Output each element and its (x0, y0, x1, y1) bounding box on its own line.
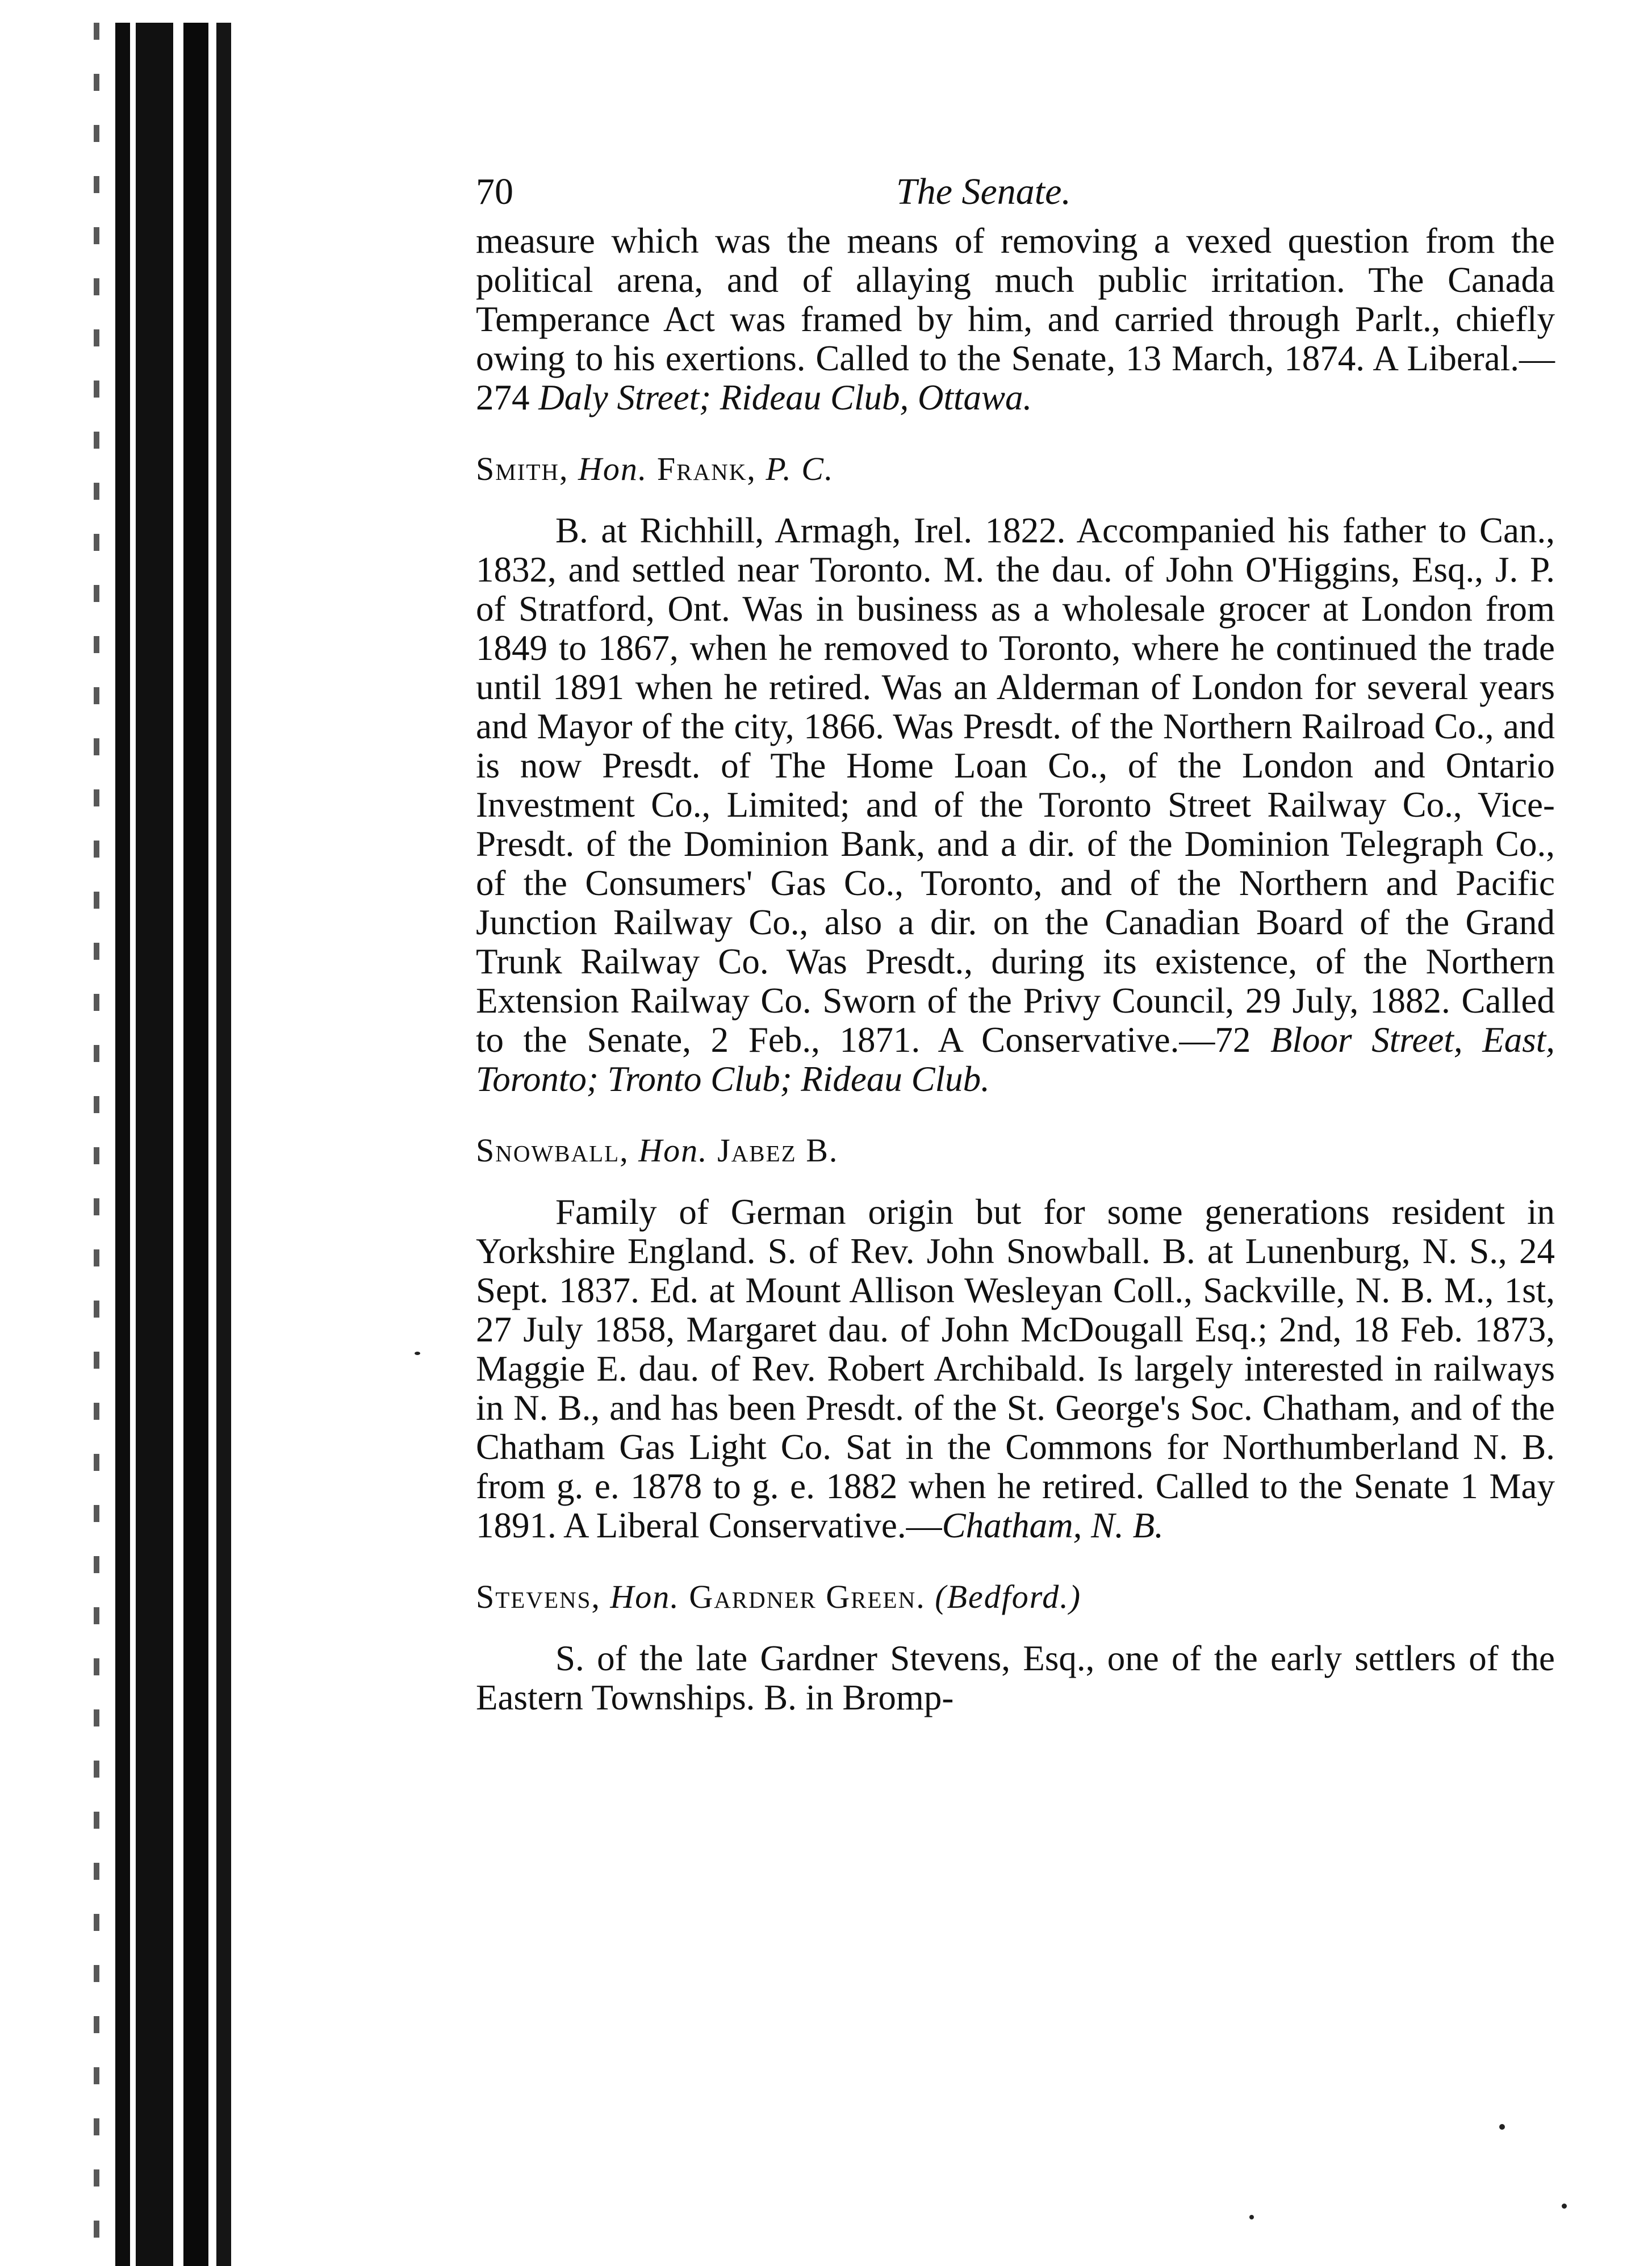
entry-honorific: Hon. (610, 1578, 680, 1615)
entry-suffix: P. C. (766, 450, 834, 487)
scan-speck (1249, 2215, 1254, 2219)
book-page (476, 159, 1555, 1717)
entry-address: Bloor Street, East, Toronto; Tronto Club; Rideau Club. (476, 1020, 1555, 1099)
scan-speck (1499, 2124, 1505, 2130)
continued-entry-paragraph (476, 221, 1555, 417)
scan-speck (1562, 2204, 1567, 2209)
entry-surname: Smith, (476, 450, 569, 487)
page-number: 70 (476, 171, 513, 212)
entry-text: S. of the late Gardner Stevens, Esq., one of the early settlers of the Eastern Townships. B. in Bromp- (476, 1638, 1555, 1717)
entry-suffix: (Bedford.) (935, 1578, 1082, 1615)
continued-entry-address: Daly Street; Rideau Club, Ottawa. (538, 378, 1032, 417)
binding-edge-marks (94, 23, 99, 2266)
entry-text: B. at Richhill, Armagh, Irel. 1822. Accompanied his father to Can., 1832, and settled near Toronto. M. the dau. of John O'Higgins, Esq., J. P. of Stratford, Ont. Was in business as a wholesale grocer at London from 1849 to 1867, when he removed to Toronto, where he continued the trade until 1891 when he retired. Was an Alderman of London for several years and Mayor of the city, 1866. Was Presdt. of the Northern Railroad Co., and is now Presdt. of The Home Loan Co., of the London and Ontario Investment Co., Limited; and of the Toronto Street Railway Co., Vice-Presdt. of the Dominion Bank, and a dir. of the Dominion Telegraph Co., of the Consumers' Gas Co., Toronto, and of the Northern and Pacific Junction Railway Co., also a dir. on the Canadian Board of the Grand Trunk Railway Co. Was Presdt., during its existence, of the Northern Extension Railway Co. Sworn of the Privy Council, 29 July, 1882. Called to the Senate, 2 Feb., 1871. A Conservative.—72 (476, 511, 1555, 1060)
scan-speck (415, 1352, 420, 1355)
entry-body-snowball (476, 1193, 1555, 1545)
entry-body-stevens (476, 1639, 1555, 1717)
entry-surname: Stevens, (476, 1578, 601, 1615)
entry-surname: Snowball, (476, 1132, 629, 1169)
continued-entry-text: measure which was the means of removing a vexed question from the political arena, and of allaying much public irritation. The Canada Temperance Act was framed by him, and carried through Parlt., chiefly owing to his exertions. Called to the Senate, 13 March, 1874. A Liberal.—274 (476, 221, 1555, 417)
entry-honorific: Hon. (578, 450, 648, 487)
entry-heading-snowball (476, 1131, 1555, 1170)
entry-text: Family of German origin but for some generations resident in Yorkshire England. S. of Rev. John Snowball. B. at Lunenburg, N. S., 24 Sept. 1837. Ed. at Mount Allison Wesleyan Coll., Sackville, N. B. M., 1st, 27 July 1858, Margaret dau. of John McDougall Esq.; 2nd, 18 Feb. 1873, Maggie E. dau. of Rev. Robert Archibald. Is largely interested in railways in N. B., and has been Presdt. of the St. George's Soc. Chatham, and of the Chatham Gas Light Co. Sat in the Commons for Northumberland N. B. from g. e. 1878 to g. e. 1882 when he retired. Called to the Senate 1 May 1891. A Liberal Conservative.— (476, 1192, 1555, 1545)
entry-given-name: Gardner Green. (689, 1578, 926, 1615)
entry-honorific: Hon. (638, 1132, 708, 1169)
running-head (476, 159, 1555, 221)
entry-address: Chatham, N. B. (942, 1506, 1164, 1545)
entry-body-smith (476, 511, 1555, 1099)
entry-given-name: Jabez B. (717, 1132, 839, 1169)
entry-heading-smith (476, 449, 1555, 488)
entry-given-name: Frank, (656, 450, 756, 487)
book-binding-shadow (105, 23, 239, 2266)
entry-heading-stevens (476, 1577, 1555, 1616)
running-title: The Senate. (896, 171, 1071, 212)
